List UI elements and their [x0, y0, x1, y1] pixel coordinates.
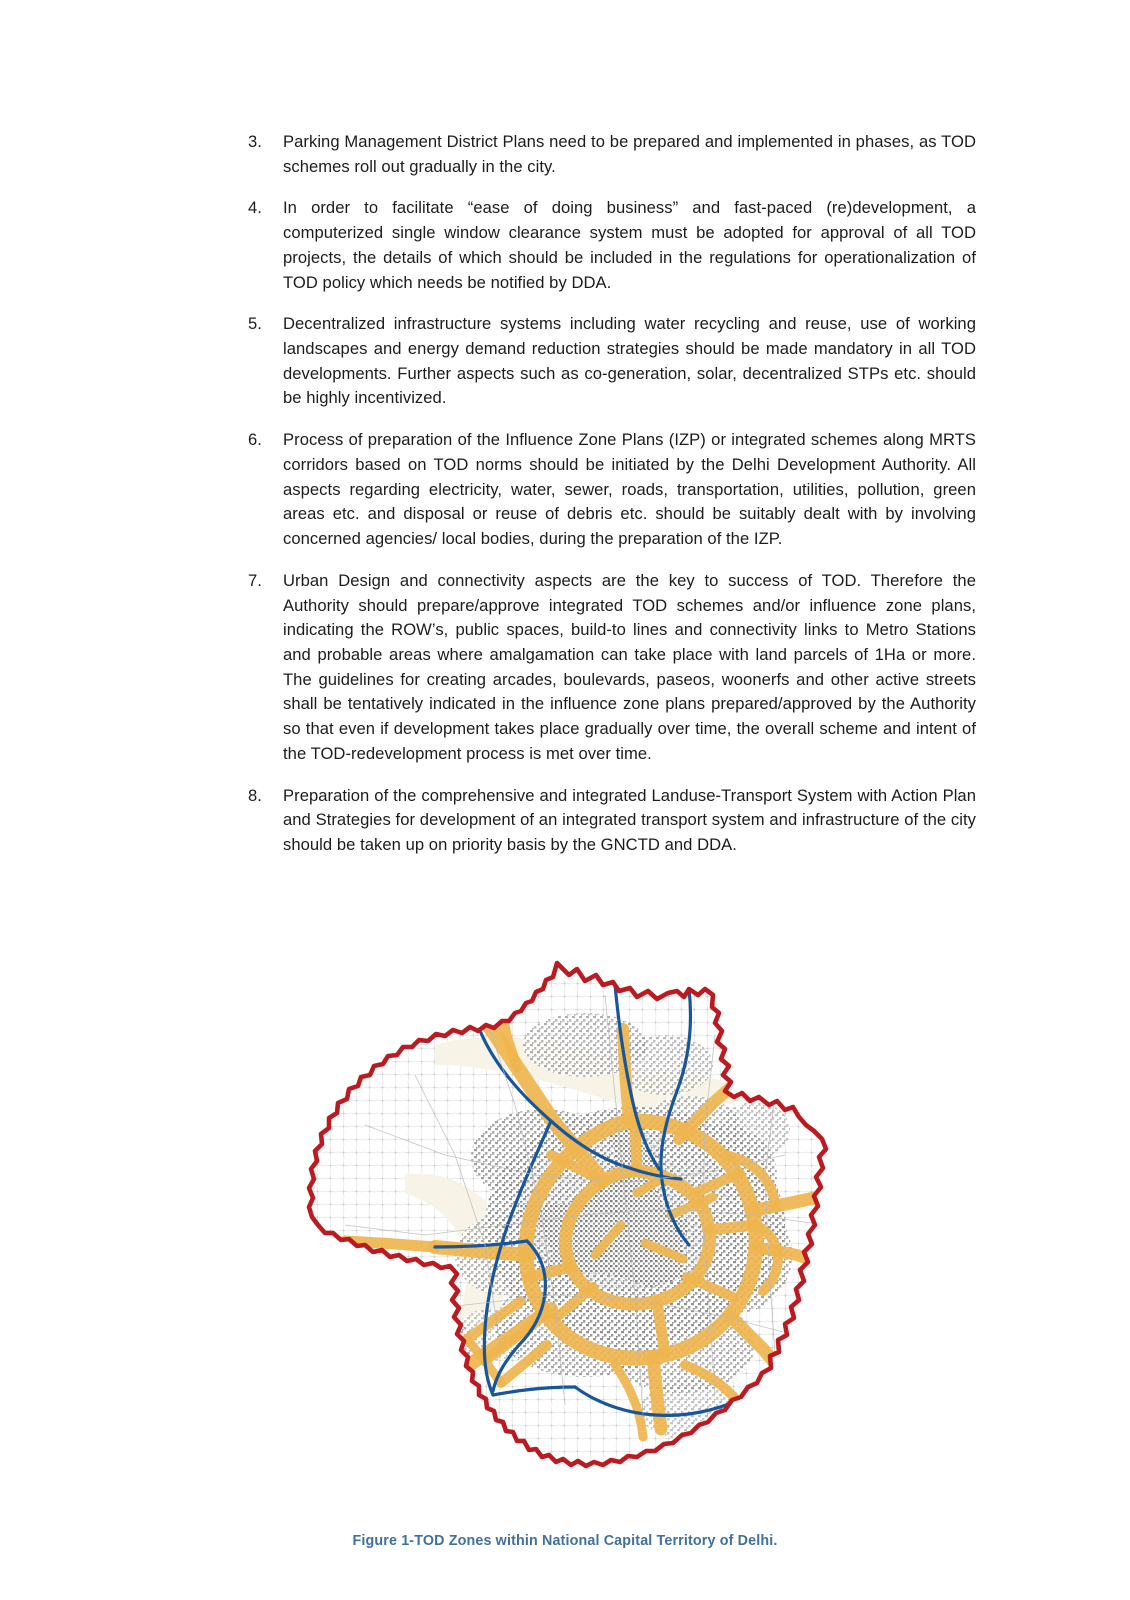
- list-item-text: Urban Design and connectivity aspects are the key to success of TOD. Therefore the Authority should prepare/approve integrated TOD schemes and/or influence zone plans, indicating the ROW’s, public spaces, build-to lines and connectivity links to Metro Stations and probable areas where amalgamation can take place with land parcels of 1Ha or more. The guidelines for creating arcades, boulevards, paseos, woonerfs and other active streets shall be tentatively indicated in the influence zone plans prepared/approved by the Authority so that even if development takes place gradually over time, the overall scheme and intent of the TOD-redevelopment process is met over time.: [283, 570, 976, 763]
- list-item-number: 4.: [248, 198, 262, 218]
- figure-block: [0, 925, 1130, 1549]
- list-item-text: Preparation of the comprehensive and integrated Landuse-Transport System with Action Plan and Strategies for development of an integrated transport system and infrastructure of the city should be taken up on priority basis by the GNCTD and DDA.: [283, 785, 976, 854]
- list-item-number: 7.: [248, 570, 262, 590]
- list-item-number: 8.: [248, 785, 262, 805]
- list-item: [248, 569, 976, 767]
- list-item-text: Process of preparation of the Influence Zone Plans (IZP) or integrated schemes along MRTS corridors based on TOD norms should be initiated by the Delhi Development Authority. All aspects regarding electricity, water, sewer, roads, transportation, utilities, pollution, green areas etc. and disposal or reuse of debris etc. should be suitably dealt with by involving concerned agencies/ local bodies, during the preparation of the IZP.: [283, 430, 976, 549]
- list-item: [248, 130, 976, 179]
- list-item-number: 3.: [248, 132, 262, 151]
- numbered-list: [248, 130, 976, 858]
- list-item-number: 5.: [248, 314, 262, 334]
- list-item-text: Parking Management District Plans need to be prepared and implemented in phases, as TOD schemes roll out gradually in the city.: [283, 132, 976, 176]
- figure-caption: Figure 1-TOD Zones within National Capital Territory of Delhi.: [352, 1533, 778, 1549]
- map-svg: [285, 925, 845, 1525]
- body-text-column: [248, 130, 976, 858]
- list-item-text: In order to facilitate “ease of doing business” and fast-paced (re)development, a computerized single window clearance system must be adopted for approval of all TOD projects, the details of which should be included in the regulations for operationalization of TOD policy which needs be notified by DDA.: [283, 198, 976, 292]
- list-item: [248, 428, 976, 552]
- list-item-text: Decentralized infrastructure systems including water recycling and reuse, use of working landscapes and energy demand reduction strategies should be made mandatory in all TOD developments. Further aspects such as co-generation, solar, decentralized STPs etc. should be highly incentivized.: [283, 314, 976, 408]
- list-item: [248, 784, 976, 858]
- delhi-nct-tod-zones-map: [285, 925, 845, 1525]
- list-item: [248, 312, 976, 411]
- list-item-number: 6.: [248, 430, 262, 450]
- list-item: [248, 196, 976, 295]
